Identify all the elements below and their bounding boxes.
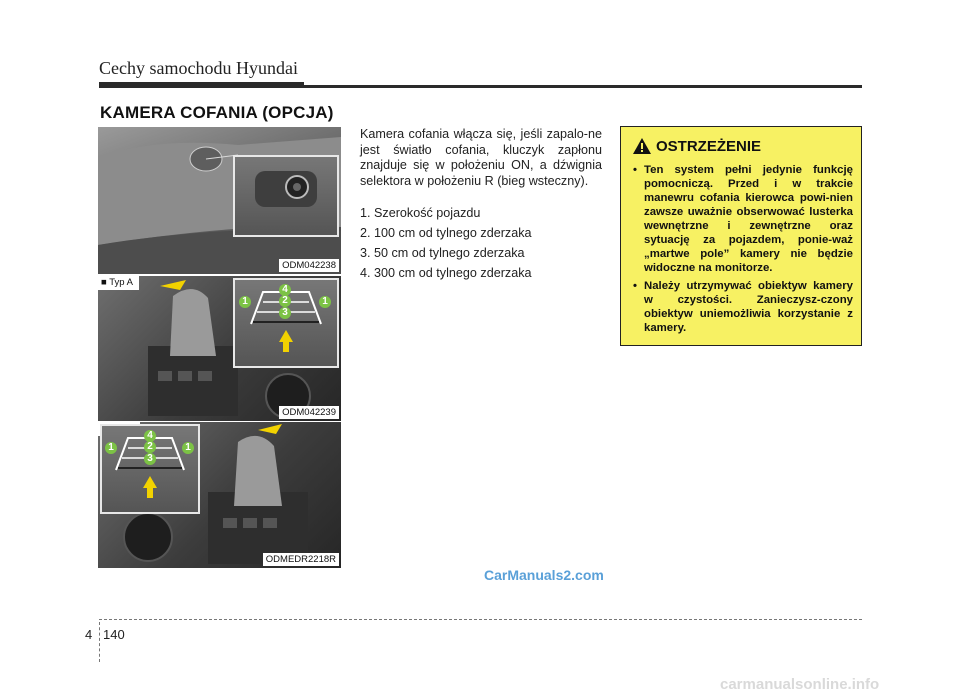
chapter-number: 4 bbox=[85, 627, 93, 642]
list-item: 4. 300 cm od tylnego zderzaka bbox=[360, 266, 532, 280]
bullet: • bbox=[633, 280, 637, 292]
warning-item bbox=[633, 279, 853, 335]
warning-item-text: Ten system pełni jedynie funkcję pomocniczą. Przed i w trakcie manewru cofania kierowca powi-nien zawsze uważnie obserwować lusterka wewnętrzne i zewnętrzne oraz sytuację za pojazdem, ponie-waż „martwe pole” kamery nie będzie widoczne na monitorze. bbox=[644, 164, 853, 274]
bullet: • bbox=[633, 164, 637, 176]
header-rule bbox=[99, 85, 862, 88]
guide-number-3: 3 bbox=[279, 307, 291, 319]
figure-code: ODM042239 bbox=[279, 406, 339, 419]
camera-closeup-inset bbox=[233, 155, 339, 237]
intro-paragraph: Kamera cofania włącza się, jeśli zapalo-ne jest światło cofania, kluczyk zapłonu znajduje się w położeniu ON, a dźwignia selektora w położeniu R (bieg wsteczny). bbox=[360, 127, 602, 188]
page-header-title: Cechy samochodu Hyundai bbox=[99, 58, 298, 78]
warning-item-text: Należy utrzymywać obiektyw kamery w czystości. Zanieczysz-czony obiektyw uniemożliwia korzystanie z kamery. bbox=[644, 280, 853, 334]
list-item: 1. Szerokość pojazdu bbox=[360, 206, 481, 220]
figure-type-a bbox=[98, 276, 341, 421]
guide-number-1-left: 1 bbox=[105, 442, 117, 454]
warning-item bbox=[633, 163, 853, 275]
figure-type-b bbox=[98, 422, 341, 568]
parking-guide-inset bbox=[100, 424, 200, 514]
guide-number-4: 4 bbox=[144, 430, 156, 442]
site-watermark: carmanualsonline.info bbox=[720, 676, 880, 693]
guide-number-3: 3 bbox=[144, 453, 156, 465]
type-a-label: ■ Typ A bbox=[98, 276, 139, 290]
warning-triangle-icon bbox=[633, 138, 651, 154]
figure-code: ODM042238 bbox=[279, 259, 339, 272]
section-title: KAMERA COFANIA (OPCJA) bbox=[100, 103, 334, 122]
footer-divider bbox=[99, 622, 100, 662]
figure-rear-camera bbox=[98, 127, 341, 274]
distance-list bbox=[360, 203, 532, 283]
footer-rule bbox=[99, 619, 862, 620]
guide-number-1-right: 1 bbox=[182, 442, 194, 454]
guide-number-1-right: 1 bbox=[319, 296, 331, 308]
watermark-link[interactable]: CarManuals2.com bbox=[484, 567, 604, 583]
list-item: 3. 50 cm od tylnego zderzaka bbox=[360, 246, 525, 260]
figure-code: ODMEDR2218R bbox=[263, 553, 339, 566]
guide-number-2: 2 bbox=[144, 441, 156, 453]
page-number: 140 bbox=[103, 627, 125, 642]
guide-number-1-left: 1 bbox=[239, 296, 251, 308]
parking-guide-inset bbox=[233, 278, 339, 368]
list-item: 2. 100 cm od tylnego zderzaka bbox=[360, 226, 532, 240]
guide-number-4: 4 bbox=[279, 284, 291, 296]
guide-number-2: 2 bbox=[279, 295, 291, 307]
camera-lens-icon bbox=[235, 157, 337, 235]
warning-box bbox=[620, 126, 862, 346]
warning-title: OSTRZEŻENIE bbox=[656, 138, 762, 155]
